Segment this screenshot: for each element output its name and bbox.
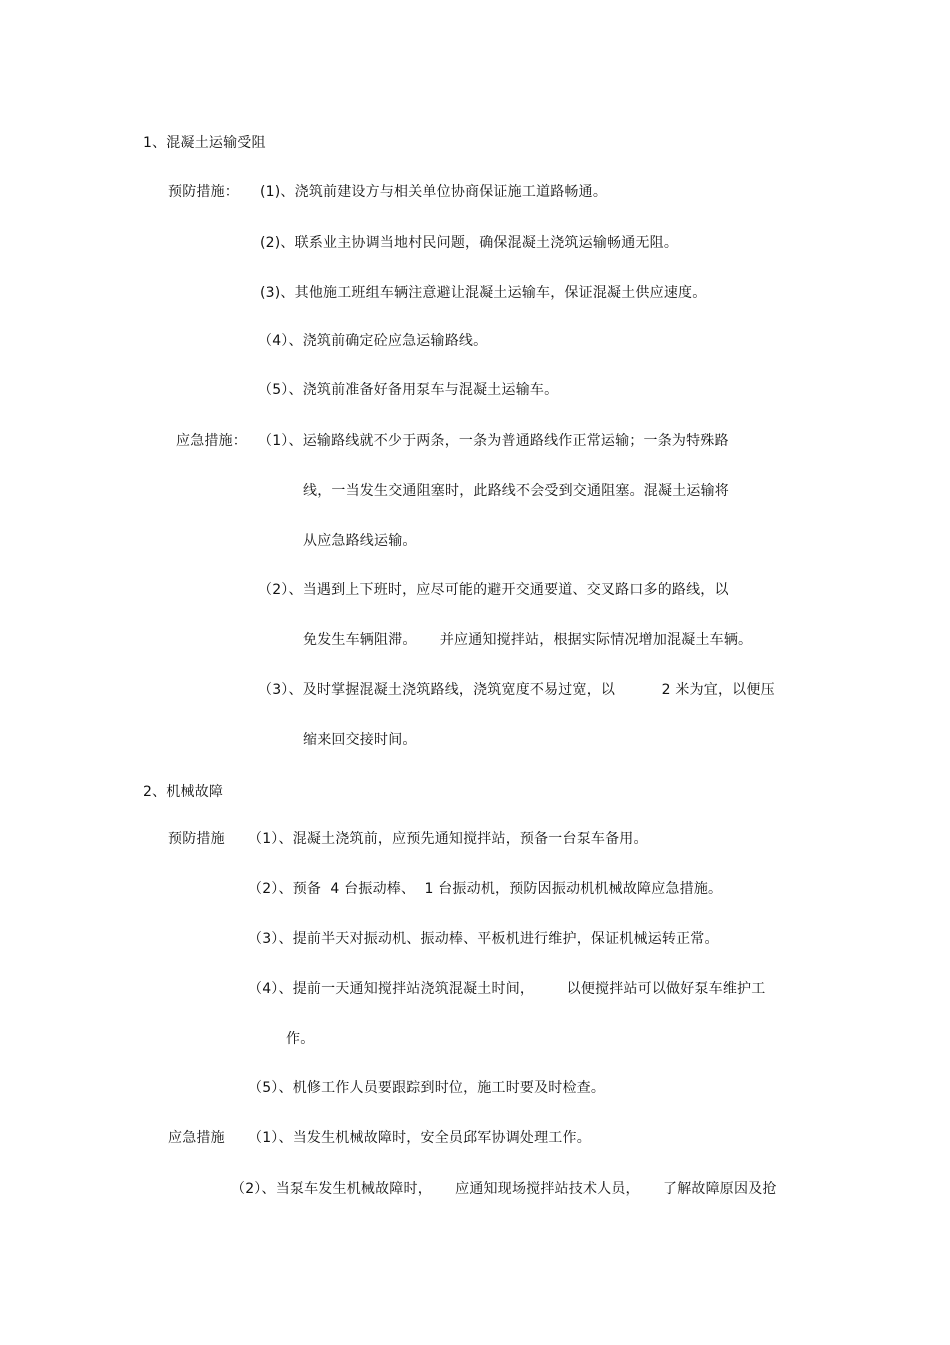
prevention-label: 预防措施： (168, 184, 239, 200)
emergency-item: （1）、当发生机械故障时，安全员邱军协调处理工作。 (248, 1130, 591, 1146)
emergency-item-continuation: 从应急路线运输。 (303, 533, 417, 549)
emergency-item: （3）、及时掌握混凝土浇筑路线，浇筑宽度不易过宽，以 2 米为宜，以便压 (258, 682, 775, 698)
emergency-item-continuation: 线，一当发生交通阻塞时，此路线不会受到交通阻塞。混凝土运输将 (303, 483, 729, 499)
prevention-item-continuation: 作。 (286, 1031, 315, 1047)
prevention-item: （4）、浇筑前确定砼应急运输路线。 (258, 333, 488, 349)
emergency-item: （2）、当遇到上下班时，应尽可能的避开交通要道、交叉路口多的路线，以 (258, 582, 729, 598)
emergency-item-continuation: 缩来回交接时间。 (303, 732, 417, 748)
emergency-label: 应急措施： (176, 433, 247, 449)
prevention-label: 预防措施 (168, 831, 225, 847)
prevention-item: (2)、联系业主协调当地村民问题，确保混凝土浇筑运输畅通无阻。 (260, 235, 679, 251)
prevention-item: （5）、浇筑前准备好备用泵车与混凝土运输车。 (258, 382, 559, 398)
section-heading: 1、混凝土运输受阻 (143, 135, 266, 151)
prevention-item: （3）、提前半天对振动机、振动棒、平板机进行维护，保证机械运转正常。 (248, 931, 719, 947)
emergency-label: 应急措施 (168, 1130, 225, 1146)
prevention-item: （2）、预备 4 台振动棒、 1 台振动机，预防因振动机机械故障应急措施。 (248, 881, 723, 897)
prevention-item: （5）、机修工作人员要跟踪到时位，施工时要及时检查。 (248, 1080, 606, 1096)
emergency-item-continuation: 免发生车辆阻滞。 并应通知搅拌站，根据实际情况增加混凝土车辆。 (303, 632, 753, 648)
emergency-item: （2）、当泵车发生机械故障时， 应通知现场搅拌站技术人员， 了解故障原因及抢 (231, 1181, 777, 1197)
prevention-item: (1)、浇筑前建设方与相关单位协商保证施工道路畅通。 (260, 184, 608, 200)
emergency-item: （1）、运输路线就不少于两条，一条为普通路线作正常运输；一条为特殊路 (258, 433, 729, 449)
prevention-item: （4）、提前一天通知搅拌站浇筑混凝土时间， 以便搅拌站可以做好泵车维护工 (248, 981, 766, 997)
section-heading: 2、机械故障 (143, 784, 224, 800)
prevention-item: （1）、混凝土浇筑前，应预先通知搅拌站，预备一台泵车备用。 (248, 831, 648, 847)
prevention-item: (3)、其他施工班组车辆注意避让混凝土运输车，保证混凝土供应速度。 (260, 285, 707, 301)
